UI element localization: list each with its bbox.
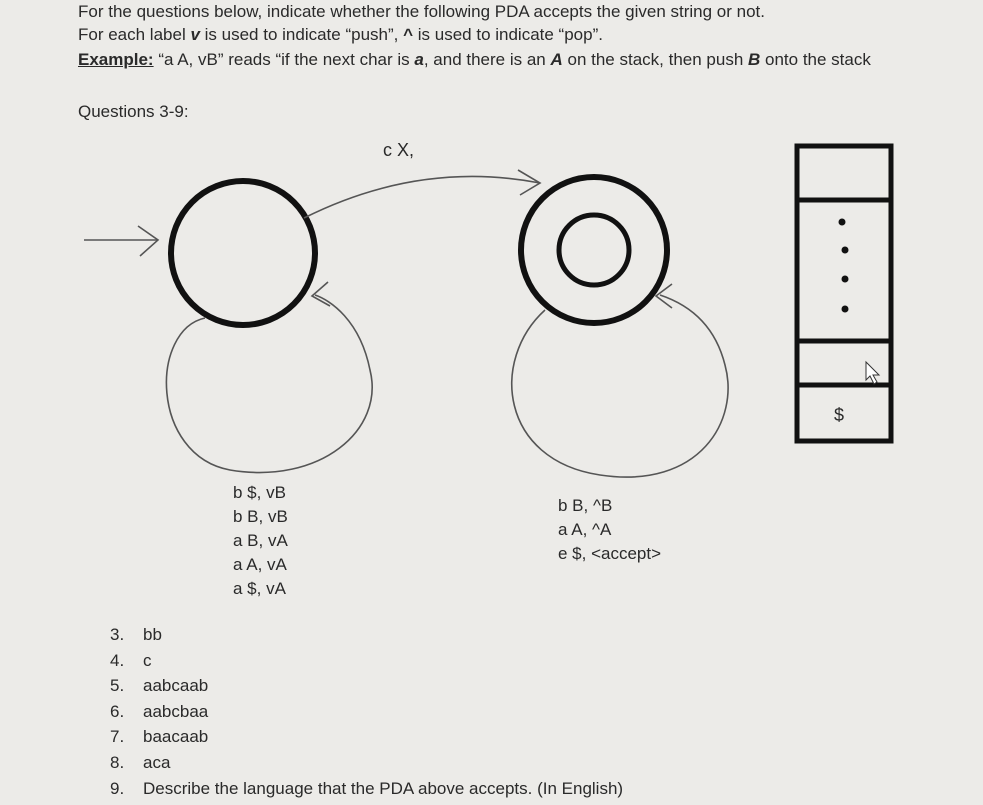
- question-item: [110, 648, 623, 674]
- question-item: [110, 724, 623, 750]
- question-number: 5.: [110, 676, 125, 696]
- transition-label: c X,: [383, 140, 415, 160]
- text-segment: For each label: [78, 25, 191, 44]
- text-segment: is used to indicate “push”,: [199, 25, 404, 44]
- transition-rule: b B, vB: [233, 507, 288, 526]
- example-char: a: [414, 50, 424, 69]
- question-number: 6.: [110, 701, 125, 721]
- text-segment: is used to indicate “pop”.: [413, 25, 603, 44]
- transition-rule: b $, vB: [233, 483, 286, 502]
- accept-state: [521, 177, 667, 323]
- loop-accept-labels: [558, 494, 661, 566]
- question-number: 7.: [110, 727, 125, 747]
- question-item: [110, 699, 623, 725]
- text-segment: on the stack, then push: [562, 50, 748, 69]
- question-text: Describe the language that the PDA above accepts. (In English): [143, 778, 624, 798]
- loop-start-labels: [233, 481, 288, 601]
- question-number: 4.: [110, 650, 125, 670]
- question-text: aabcbaa: [143, 701, 209, 721]
- question-text: aabcaab: [143, 676, 209, 696]
- text-segment: , and there is an: [423, 50, 551, 69]
- question-item: [110, 776, 623, 802]
- transition-rule: a $, vA: [233, 579, 286, 598]
- question-number: 9.: [110, 778, 125, 798]
- transition-rule: a B, vA: [233, 531, 288, 550]
- question-item: [110, 673, 623, 699]
- transition-rule: a A, vA: [233, 555, 287, 574]
- text-segment: onto the stack: [760, 50, 871, 69]
- question-item: [110, 750, 623, 776]
- question-item: [110, 622, 623, 648]
- transition-rule: b B, ^B: [558, 496, 613, 515]
- question-list: [110, 622, 623, 801]
- transition-rule: a A, ^A: [558, 520, 612, 539]
- transition-arrow: [304, 170, 540, 218]
- start-state: [171, 181, 315, 325]
- pop-symbol: ^: [403, 25, 414, 44]
- push-symbol: v: [190, 25, 200, 44]
- example-stack-symbol: A: [550, 50, 563, 69]
- example-push-symbol: B: [748, 50, 761, 69]
- question-text: aca: [143, 752, 171, 772]
- question-text: baacaab: [143, 727, 209, 747]
- example-label: Example:: [78, 50, 154, 69]
- questions-range-heading: Questions 3-9:: [78, 102, 189, 121]
- stack-bottom-symbol: $: [834, 405, 845, 425]
- instruction-line-1: For the questions below, indicate whether the following PDA accepts the given string or not.: [78, 2, 766, 21]
- question-number: 3.: [110, 625, 125, 644]
- text-segment: “a A, vB” reads “if the next char is: [153, 50, 415, 69]
- stack-ellipsis: [839, 219, 849, 313]
- question-text: c: [143, 650, 152, 670]
- start-arrow: [84, 226, 158, 256]
- transition-rule: e $, <accept>: [558, 544, 662, 563]
- question-number: 8.: [110, 752, 125, 772]
- stack-diagram: [797, 146, 891, 441]
- loop-accept-state: [512, 284, 728, 477]
- question-text: bb: [143, 625, 162, 644]
- mouse-cursor-icon: [866, 362, 879, 384]
